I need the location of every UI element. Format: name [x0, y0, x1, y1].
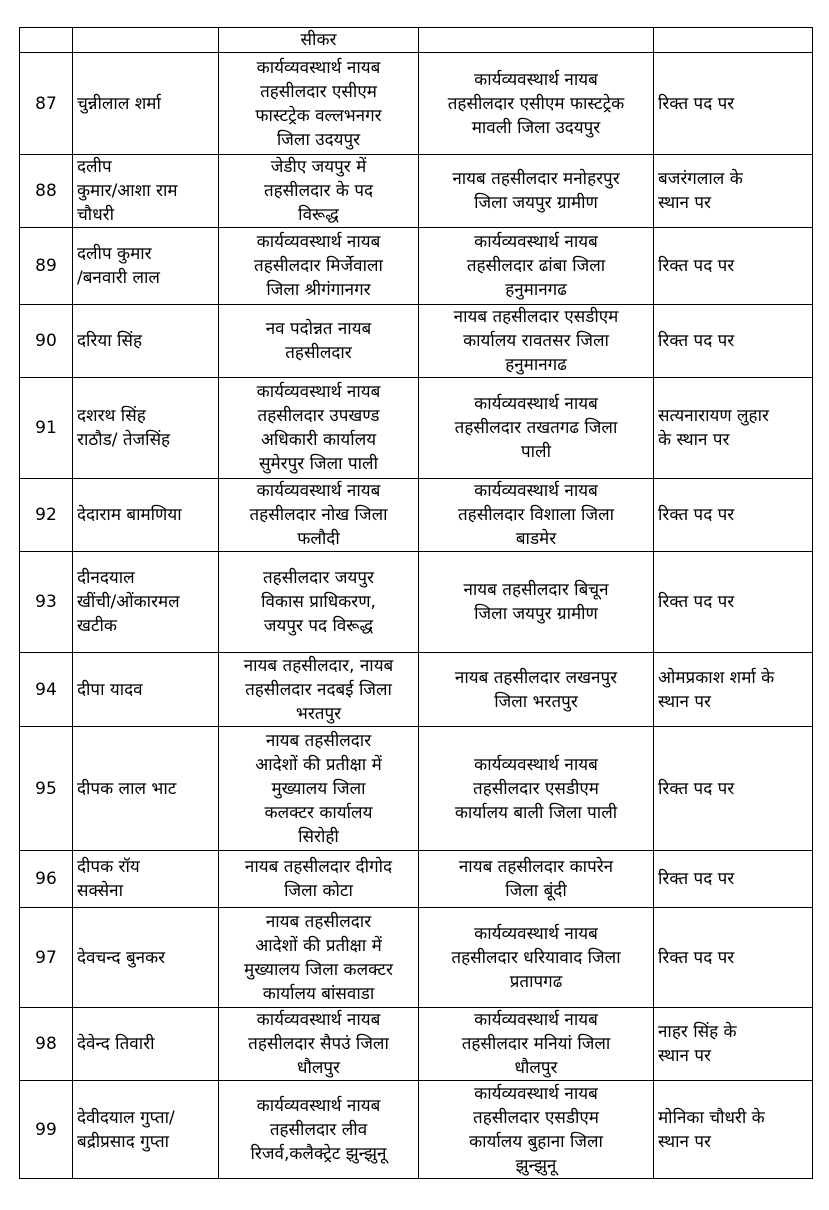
remark-cell [654, 727, 813, 851]
table-row [20, 552, 813, 653]
officer-name-cell [73, 378, 219, 479]
cell-text-line: नायब तहसीलदार एसडीएम [453, 307, 619, 327]
cell-text-line: कार्यव्यवस्थार्थ नायब [474, 1083, 598, 1104]
serial-number-cell: 89 [20, 228, 73, 305]
officer-name-cell [73, 552, 219, 653]
cell-text-line: दशरथ सिंह [77, 406, 146, 426]
officer-name-cell [73, 479, 219, 552]
cell-text-line: /बनवारी लाल [77, 268, 160, 288]
table-row [20, 908, 813, 1008]
cell-text-line: जिला उदयपुर [276, 129, 361, 150]
cell-text-line: विरूद्ध [298, 205, 339, 225]
cell-text-line: के स्थान पर [658, 430, 730, 450]
cell-text-line: हनुमानगढ [505, 355, 567, 375]
cell-text-line: रिजर्व,कलैक्ट्रेट झुन्झुनू [250, 1143, 387, 1164]
cell-text-line: बाडमेर [515, 529, 557, 549]
officer-name-cell [73, 155, 219, 228]
header-cell-to [419, 28, 654, 53]
table-row [20, 155, 813, 228]
cell-text-line: कलक्टर कार्यालय [264, 802, 373, 823]
current-posting-cell [219, 1081, 419, 1179]
remark-cell [654, 53, 813, 155]
cell-text-line: कार्यव्यवस्थार्थ नायब [256, 1010, 381, 1030]
cell-text-line: नायब तहसीलदार बिचून [463, 580, 609, 600]
cell-text-line: सत्यनारायण लुहार [658, 406, 769, 426]
cell-text-line: कार्यव्यवस्थार्थ नायब [474, 754, 598, 775]
header-continuation-row [20, 28, 813, 53]
cell-text-line: फलौदी [297, 529, 340, 549]
new-posting-cell [419, 653, 654, 727]
cell-text-line: प्रतापगढ [509, 971, 563, 992]
cell-text-line: कार्यव्यवस्थार्थ नायब [474, 232, 598, 252]
new-posting-cell [419, 1008, 654, 1081]
current-posting-cell [219, 1008, 419, 1081]
cell-text-line: कार्यव्यवस्थार्थ नायब [474, 923, 598, 944]
cell-text-line: तहसीलदार एसीएम [260, 81, 377, 102]
cell-text-line: तहसीलदार जयपुर [262, 568, 374, 588]
new-posting-cell [419, 908, 654, 1008]
cell-text-line: धौलपुर [297, 1058, 340, 1078]
cell-text-line: तहसीलदार एसडीएम [473, 778, 599, 799]
new-posting-cell [419, 851, 654, 908]
serial-number-cell: 99 [20, 1081, 73, 1179]
cell-text-line: मावली जिला उदयपुर [471, 117, 601, 138]
cell-text-line: तहसीलदार विशाला जिला [457, 505, 615, 525]
cell-text-line: रिक्त पद पर [658, 93, 735, 114]
cell-text-line: रिक्त पद पर [658, 778, 735, 799]
cell-text-line: कार्यव्यवस्थार्थ नायब [256, 57, 381, 78]
new-posting-cell [419, 155, 654, 228]
cell-text-line: रिक्त पद पर [658, 592, 735, 612]
cell-text-line: सुमेरपुर जिला पाली [259, 454, 378, 474]
cell-text-line: हनुमानगढ [505, 280, 567, 300]
officer-name-cell [73, 53, 219, 155]
cell-text-line: दलीप [77, 157, 112, 177]
remark-cell [654, 1081, 813, 1179]
cell-text-line: नायब तहसीलदार दीगोद [244, 857, 393, 877]
cell-text-line: चुन्नीलाल शर्मा [77, 93, 161, 114]
cell-text-line: नायब तहसीलदार, नायब [243, 655, 394, 676]
cell-text-line: जिला श्रीगंगानगर [266, 280, 371, 300]
cell-text-line: तहसीलदार नदबई जिला [245, 679, 392, 700]
serial-number-cell: 90 [20, 305, 73, 378]
cell-text-line: नायब तहसीलदार मनोहरपुर [452, 169, 620, 189]
transfer-table [19, 27, 813, 1179]
cell-text-line: सिरोही [298, 826, 339, 847]
header-cell-name [73, 28, 219, 53]
remark-cell [654, 851, 813, 908]
table-row [20, 851, 813, 908]
cell-text-line: देवचन्द बुनकर [77, 947, 166, 968]
cell-text-line: दीपक लाल भाट [77, 778, 177, 799]
cell-text-line: नायब तहसीलदार कापरेन [458, 857, 614, 877]
cell-text-line: तहसीलदार लीव [269, 1119, 368, 1140]
cell-text-line: नायब तहसीलदार लखनपुर [454, 667, 618, 688]
remark-cell [654, 228, 813, 305]
cell-text-line: तहसीलदार ढांबा जिला [466, 256, 606, 276]
cell-text-line: कार्यालय बांसवाडा [262, 983, 375, 1004]
cell-text-line: जिला जयपुर ग्रामीण [474, 193, 598, 213]
cell-text-line: खटीक [77, 616, 117, 636]
table-row [20, 1008, 813, 1081]
current-posting-cell [219, 228, 419, 305]
cell-text-line: चौधरी [77, 205, 115, 225]
cell-text-line: तहसीलदार उपखण्ड [257, 406, 380, 426]
cell-text-line: तहसीलदार [285, 343, 352, 363]
cell-text-line: कार्यव्यवस्थार्थ नायब [474, 1010, 598, 1030]
remark-cell [654, 908, 813, 1008]
cell-text-line: ओमप्रकाश शर्मा के [658, 667, 775, 688]
current-posting-cell [219, 653, 419, 727]
cell-text-line: धौलपुर [514, 1058, 558, 1078]
cell-text-line: कार्यालय बुहाना जिला [469, 1131, 603, 1152]
cell-text-line: सक्सेना [77, 881, 123, 901]
cell-text-line: नाहर सिंह के [658, 1022, 737, 1042]
cell-text-line: तहसीलदार के पद [263, 181, 374, 201]
remark-cell [654, 479, 813, 552]
cell-text-line: मुख्यालय जिला कलक्टर [244, 959, 393, 980]
officer-name-cell [73, 1008, 219, 1081]
officer-name-cell [73, 305, 219, 378]
cell-text-line: तहसीलदार धरियावाद जिला [451, 947, 621, 968]
cell-text-line: कुमार/आशा राम [77, 181, 178, 201]
cell-text-line: रिक्त पद पर [658, 256, 735, 276]
table-row [20, 305, 813, 378]
officer-name-cell [73, 1081, 219, 1179]
cell-text-line: तहसीलदार तखतगढ जिला [454, 418, 618, 438]
current-posting-cell [219, 479, 419, 552]
cell-text-line: तहसीलदार एसडीएम [473, 1107, 599, 1128]
table-row [20, 228, 813, 305]
cell-text-line: कार्यव्यवस्थार्थ नायब [474, 394, 598, 414]
serial-number-cell: 87 [20, 53, 73, 155]
new-posting-cell [419, 228, 654, 305]
cell-text-line: जिला बूंदी [505, 881, 567, 901]
cell-text-line: फास्टट्रेक वल्लभनगर [255, 105, 382, 126]
header-cell-sno [20, 28, 73, 53]
cell-text-line: आदेशों की प्रतीक्षा में [255, 935, 382, 956]
header-cell-note [654, 28, 813, 53]
officer-name-cell [73, 727, 219, 851]
header-cell-from: सीकर [219, 28, 419, 53]
new-posting-cell [419, 53, 654, 155]
cell-text-line: नव पदोन्नत नायब [265, 319, 372, 339]
officer-name-cell [73, 908, 219, 1008]
serial-number-cell: 97 [20, 908, 73, 1008]
remark-cell [654, 305, 813, 378]
serial-number-cell: 88 [20, 155, 73, 228]
cell-text-line: दीपा यादव [77, 679, 143, 700]
current-posting-cell [219, 851, 419, 908]
cell-text-line: तहसीलदार सैपउं जिला [248, 1034, 389, 1054]
cell-text-line: मुख्यालय जिला [271, 778, 366, 799]
current-posting-cell [219, 53, 419, 155]
cell-text-line: आदेशों की प्रतीक्षा में [255, 754, 382, 775]
cell-text-line: विकास प्राधिकरण, [261, 592, 376, 612]
cell-text-line: नायब तहसीलदार [265, 730, 372, 751]
current-posting-cell [219, 908, 419, 1008]
serial-number-cell: 95 [20, 727, 73, 851]
cell-text-line: तहसीलदार मनियां जिला [461, 1034, 611, 1054]
new-posting-cell [419, 305, 654, 378]
cell-text-line: जिला जयपुर ग्रामीण [474, 604, 598, 624]
cell-text-line: देवीदयाल गुप्ता/ [77, 1107, 175, 1128]
serial-number-cell: 98 [20, 1008, 73, 1081]
new-posting-cell [419, 727, 654, 851]
remark-cell [654, 155, 813, 228]
cell-text-line: देदाराम बामणिया [77, 505, 182, 525]
current-posting-cell [219, 378, 419, 479]
remark-cell [654, 552, 813, 653]
cell-text-line: रिक्त पद पर [658, 331, 735, 351]
table-row [20, 1081, 813, 1179]
cell-text-line: स्थान पर [658, 193, 711, 213]
cell-text-line: रिक्त पद पर [658, 505, 735, 525]
cell-text-line: तहसीलदार एसीएम फास्टट्रेक [447, 93, 625, 114]
cell-text-line: कार्यव्यवस्थार्थ नायब [474, 69, 598, 90]
cell-text-line: बजरंगलाल के [658, 169, 743, 189]
table-body [20, 28, 813, 1179]
officer-name-cell [73, 851, 219, 908]
serial-number-cell: 93 [20, 552, 73, 653]
cell-text-line: दीनदयाल [77, 568, 135, 588]
serial-number-cell: 94 [20, 653, 73, 727]
cell-text-line: दीपक रॉय [77, 857, 140, 877]
cell-text-line: कार्यव्यवस्थार्थ नायब [256, 1095, 381, 1116]
officer-name-cell [73, 653, 219, 727]
cell-text-line: रिक्त पद पर [658, 947, 735, 968]
cell-text-line: कार्यव्यवस्थार्थ नायब [256, 382, 381, 402]
cell-text-line: अधिकारी कार्यालय [260, 430, 377, 450]
cell-text-line: जिला भरतपुर [494, 691, 578, 712]
cell-text-line: जयपुर पद विरूद्ध [263, 616, 374, 636]
cell-text-line: कार्यालय बाली जिला पाली [454, 802, 618, 823]
cell-text-line: कार्यव्यवस्थार्थ नायब [256, 481, 381, 501]
remark-cell [654, 378, 813, 479]
cell-text-line: झुन्झुनू [515, 1155, 557, 1176]
current-posting-cell [219, 727, 419, 851]
serial-number-cell: 96 [20, 851, 73, 908]
table-row [20, 378, 813, 479]
new-posting-cell [419, 1081, 654, 1179]
cell-text-line: तहसीलदार मिर्जेवाला [254, 256, 383, 276]
cell-text-line: स्थान पर [658, 1131, 711, 1152]
cell-text-line: मोनिका चौधरी के [658, 1107, 765, 1128]
cell-text-line: दरिया सिंह [77, 331, 142, 351]
current-posting-cell [219, 155, 419, 228]
cell-text-line: जेडीए जयपुर में [270, 157, 367, 177]
cell-text-line: राठौड/ तेजसिंह [77, 430, 171, 450]
cell-text-line: रिक्त पद पर [658, 869, 735, 889]
cell-text-line: जिला कोटा [284, 881, 353, 901]
cell-text-line: दलीप कुमार [77, 244, 152, 264]
remark-cell [654, 1008, 813, 1081]
remark-cell [654, 653, 813, 727]
cell-text-line: बद्रीप्रसाद गुप्ता [77, 1131, 170, 1152]
serial-number-cell: 92 [20, 479, 73, 552]
table-row [20, 53, 813, 155]
cell-text-line: स्थान पर [658, 691, 711, 712]
serial-number-cell: 91 [20, 378, 73, 479]
new-posting-cell [419, 479, 654, 552]
current-posting-cell [219, 305, 419, 378]
table-row [20, 479, 813, 552]
cell-text-line: कार्यव्यवस्थार्थ नायब [256, 232, 381, 252]
cell-text-line: तहसीलदार नोख जिला [249, 505, 388, 525]
cell-text-line: नायब तहसीलदार [265, 911, 372, 932]
cell-text-line: स्थान पर [658, 1046, 711, 1066]
table-row [20, 653, 813, 727]
new-posting-cell [419, 378, 654, 479]
cell-text-line: देवेन्द तिवारी [77, 1034, 155, 1054]
cell-text-line: पाली [521, 442, 551, 462]
cell-text-line: कार्यव्यवस्थार्थ नायब [474, 481, 598, 501]
current-posting-cell [219, 552, 419, 653]
new-posting-cell [419, 552, 654, 653]
cell-text-line: खींची/ओंकारमल [77, 592, 180, 612]
cell-text-line: भरतपुर [295, 703, 342, 724]
document-page [19, 27, 812, 1179]
cell-text-line: कार्यालय रावतसर जिला [463, 331, 609, 351]
table-row [20, 727, 813, 851]
officer-name-cell [73, 228, 219, 305]
